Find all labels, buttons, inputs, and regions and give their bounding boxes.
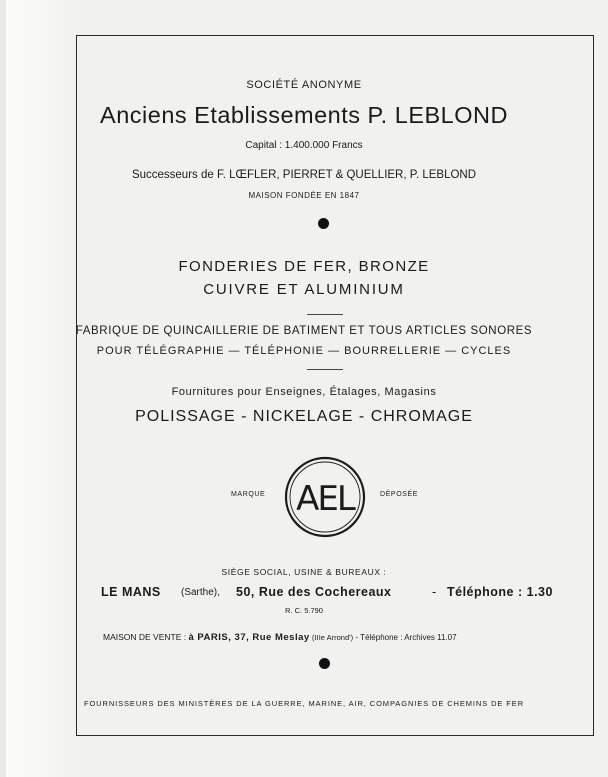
sales-district: (IIIe Arrond') xyxy=(312,633,354,642)
sales-house-line xyxy=(103,632,457,643)
sales-label: MAISON DE VENTE : xyxy=(103,632,187,642)
foundries-line-1: FONDERIES DE FER, BRONZE xyxy=(178,258,430,275)
foundries-line-2: CUIVRE ET ALUMINIUM xyxy=(203,281,405,298)
hardware-line-1: FABRIQUE DE QUINCAILLERIE DE BATIMENT ET TOUS ARTICLES SONORES xyxy=(75,325,533,337)
logo-monogram: AEL xyxy=(296,479,354,519)
hq-region: (Sarthe), xyxy=(181,587,220,598)
sales-phone: - Téléphone : Archives 11.07 xyxy=(355,633,457,642)
company-type: SOCIÉTÉ ANONYME xyxy=(246,79,362,91)
founded-line: MAISON FONDÉE EN 1847 xyxy=(248,191,360,200)
ael-logo xyxy=(284,456,366,538)
trademark-right-label: DÉPOSÉE xyxy=(380,491,419,498)
trademark-left-label: MARQUE xyxy=(231,491,266,498)
hardware-line-2: POUR TÉLÉGRAPHIE — TÉLÉPHONIE — BOURRELLERIE — CYCLES xyxy=(96,345,512,357)
hq-phone: Téléphone : 1.30 xyxy=(447,585,553,599)
hq-address xyxy=(0,585,608,603)
successors-line: Successeurs de F. LŒFLER, PIERRET & QUELLIER, P. LEBLOND xyxy=(131,169,477,181)
divider xyxy=(307,369,343,370)
bullet-dot-icon xyxy=(318,218,329,229)
suppliers-footer: FOURNISSEURS DES MINISTÈRES DE LA GUERRE, MARINE, AIR, COMPAGNIES DE CHEMINS DE FER xyxy=(83,699,525,708)
sales-city: à PARIS, 37, Rue Meslay xyxy=(188,632,310,643)
hq-label: SIÈGE SOCIAL, USINE & BUREAUX : xyxy=(221,567,387,577)
supplies-line: Fournitures pour Enseignes, Étalages, Magasins xyxy=(171,386,437,398)
rc-number: R. C. 5.790 xyxy=(285,606,323,615)
finishing-line: POLISSAGE - NICKELAGE - CHROMAGE xyxy=(135,408,473,425)
hq-street: 50, Rue des Cochereaux xyxy=(236,585,392,599)
company-name: Anciens Etablissements P. LEBLOND xyxy=(100,102,508,128)
capital-line: Capital : 1.400.000 Francs xyxy=(245,140,363,151)
hq-city: LE MANS xyxy=(101,585,161,599)
hq-phone-separator: - xyxy=(432,585,437,599)
divider xyxy=(307,314,343,315)
bullet-dot-icon xyxy=(319,658,330,669)
